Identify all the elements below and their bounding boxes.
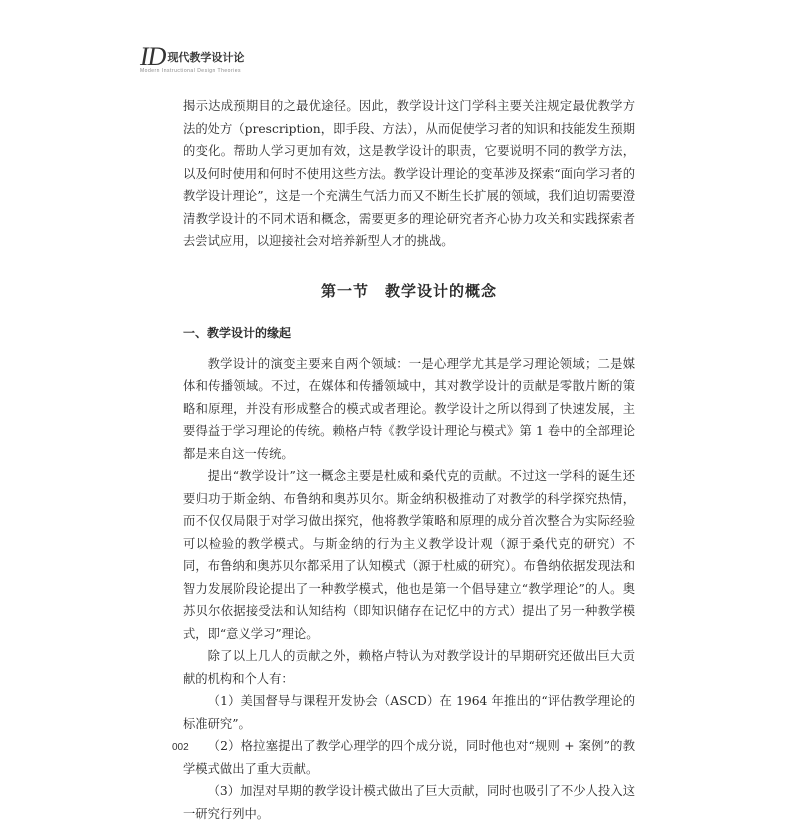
paragraph-2: 提出“教学设计”这一概念主要是杜威和桑代克的贡献。不过这一学科的诞生还要归功于斯金纳、布鲁纳和奥苏贝尔。斯金纳积极推动了对教学的科学探究热情，而不仅仅局限于对学习做出探究，他将教学策略和原理的成分首次整合为实际经验可以检验的教学模式。与斯金纳的行为主义教学设计观（源于桑代克的研究）不同，布鲁纳和奥苏贝尔都采用了认知模式（源于杜威的研究）。布鲁纳依据发现法和智力发展阶段论提出了一种教学模式，他也是第一个倡导建立“教学理论”的人。奥苏贝尔依据接受法和认知结构（即知识储存在记忆中的方式）提出了另一种教学模式，即“意义学习”理论。	[183, 469, 635, 641]
intro-paragraph: 揭示达成预期目的之最优途径。因此，教学设计这门学科主要关注规定最优教学方法的处方（prescription，即手段、方法），从而促使学习者的知识和技能发生预期的变化。帮助人学习更加有效，这是教学设计的职责，它要说明不同的教学方法，以及何时使用和何时不使用这些方法。教学设计理论的变革涉及探索“面向学习者的教学设计理论”，这是一个充满生气活力而又不断生长扩展的领域，我们迫切需要澄清教学设计的不同术语和概念，需要更多的理论研究者齐心协力攻关和实践探索者去尝试应用，以迎接社会对培养新型人才的挑战。	[183, 99, 635, 248]
book-logo: ID	[140, 42, 166, 71]
running-header	[140, 42, 244, 72]
paragraph-3: 除了以上几人的贡献之外，赖格卢特认为对教学设计的早期研究还做出巨大贡献的机构和个人有：	[183, 649, 635, 686]
list-item-2: （2）格拉塞提出了教学心理学的四个成分说，同时他也对“规则 + 案例”的教学模式做出了重大贡献。	[183, 739, 635, 776]
section-title: 第一节 教学设计的概念	[320, 281, 497, 300]
page-number: 002	[172, 742, 189, 753]
list-item-1: （1）美国督导与课程开发协会（ASCD）在 1964 年推出的“评估教学理论的标准研究”。	[183, 694, 635, 731]
paragraph-1: 教学设计的演变主要来自两个领域：一是心理学尤其是学习理论领域；二是媒体和传播领域。不过，在媒体和传播领域中，其对教学设计的贡献是零散片断的策略和原理，并没有形成整合的模式或者理论。教学设计之所以得到了快速发展，主要得益于学习理论的传统。赖格卢特《教学设计理论与模式》第 1 卷中的全部理论都是来自这一传统。	[183, 356, 635, 461]
page-body	[183, 95, 635, 825]
book-title: 现代教学设计论	[167, 51, 245, 64]
list-item-3: （3）加涅对早期的教学设计模式做出了巨大贡献，同时也吸引了不少人投入这一研究行列中。	[183, 784, 635, 821]
book-subtitle: Modern Instructional Design Theories	[140, 68, 242, 74]
subsection-title: 一、教学设计的缘起	[183, 326, 292, 340]
